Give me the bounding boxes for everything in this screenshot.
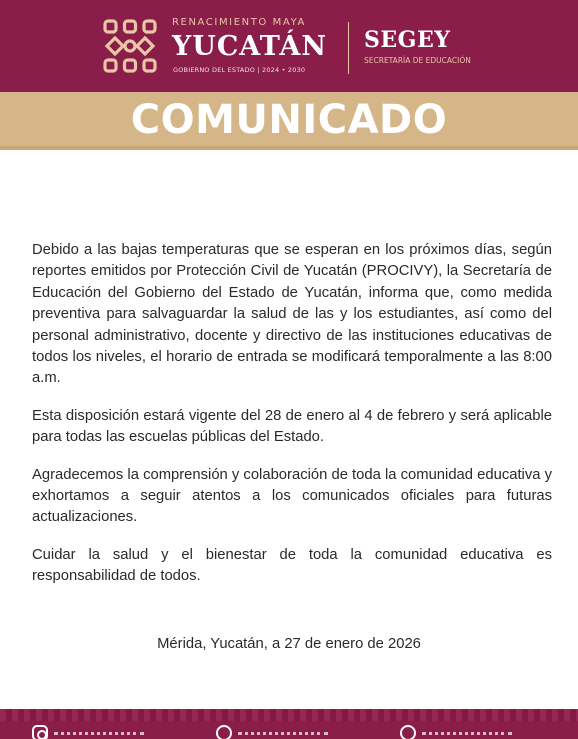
communique-body [32, 240, 552, 604]
header-band [0, 0, 578, 92]
government-logo [172, 17, 337, 77]
body-paragraph: Agradecemos la comprensión y colaboración de toda la comunidad educativa y exhortamos a seguir atentos a los comunicados oficiales para futuras actualizaciones. [32, 466, 552, 526]
department-name: SECRETARÍA DE EDUCACIÓN [364, 56, 471, 65]
social-handle [54, 732, 144, 735]
social-facebook[interactable] [216, 726, 328, 739]
instagram-icon [32, 725, 48, 739]
department-logo [364, 27, 514, 71]
body-paragraph: Cuidar la salud y el bienestar de toda la comunidad educativa es responsabilidad de todos. [32, 546, 552, 585]
footer-band [0, 709, 578, 739]
government-kicker: RENACIMIENTO MAYA [172, 17, 306, 28]
page-title: COMUNICADO [130, 97, 448, 143]
title-band [0, 92, 578, 150]
footer-pattern [0, 709, 578, 721]
social-handle [238, 732, 328, 735]
x-icon [400, 725, 416, 739]
maya-pattern-icon [101, 17, 159, 75]
body-paragraph: Esta disposición estará vigente del 28 de enero al 4 de febrero y será aplicable para todas las escuelas públicas del Estado. [32, 407, 552, 446]
social-handle [422, 732, 512, 735]
government-state-name: YUCATÁN [172, 31, 328, 62]
social-x[interactable] [400, 726, 512, 739]
body-paragraph: Debido a las bajas temperaturas que se esperan en los próximos días, según reportes emitidos por Protección Civil de Yucatán (PROCIVY), la Secretaría de Educación del Gobierno del Estado de Yucatán, informa que, como medida preventiva para salvaguardar la salud de las y los estudiantes, así como del personal administrativo, docente y directivo de las instituciones educativas de todos los niveles, el horario de entrada se modificará temporalmente a las 8:00 a.m. [32, 242, 552, 387]
facebook-icon [216, 725, 232, 739]
header-divider [348, 22, 349, 74]
social-instagram[interactable] [32, 726, 144, 739]
government-subline: GOBIERNO DEL ESTADO | 2024 • 2030 [173, 66, 306, 74]
department-acronym: SEGEY [364, 27, 451, 53]
dateline: Mérida, Yucatán, a 27 de enero de 2026 [157, 636, 421, 652]
